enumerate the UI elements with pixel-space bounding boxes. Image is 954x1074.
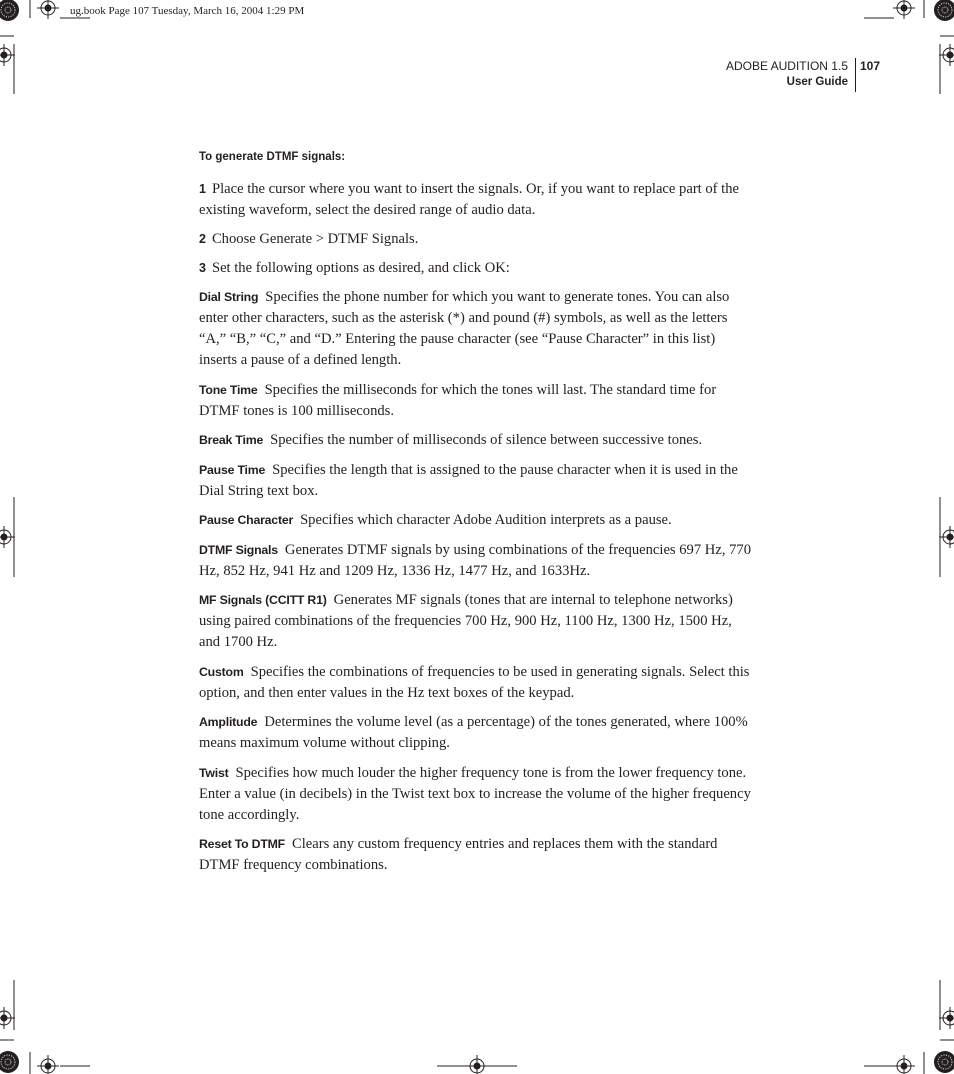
- option-term: Dial String: [199, 290, 259, 304]
- page-number: 107: [860, 59, 881, 73]
- option-definition: [199, 590, 755, 653]
- step-number: 2: [199, 232, 206, 246]
- procedure-step: [199, 179, 755, 221]
- option-definition: [199, 834, 755, 876]
- option-term: Pause Character: [199, 513, 294, 527]
- main-content: [199, 149, 755, 885]
- option-term: DTMF Signals: [199, 542, 278, 557]
- option-description: Specifies how much louder the higher frequency tone is from the lower frequency tone. Enter a value (in decibels) in the Twist text box to increase the volume of the higher frequency tone accordingly.: [199, 764, 751, 823]
- step-text: Choose Generate > DTMF Signals.: [211, 231, 419, 247]
- option-description: Specifies the combinations of frequencies to be used in generating signals. Select this option, and then enter values in the Hz text boxes of the keypad.: [199, 663, 750, 701]
- product-name: ADOBE AUDITION 1.5: [725, 59, 848, 73]
- option-definition: [199, 662, 755, 704]
- option-definition: [199, 380, 755, 422]
- option-description: Specifies which character Adobe Audition interprets as a pause.: [300, 512, 672, 528]
- option-description: Generates MF signals (tones that are internal to telephone networks) using paired combinations of the frequencies 700 Hz, 900 Hz, 1100 Hz, 1300 Hz, 1500 Hz, and 1700 Hz.: [199, 592, 733, 650]
- step-text: Set the following options as desired, and click OK:: [211, 260, 510, 276]
- option-definition: [199, 712, 755, 754]
- option-term: Break Time: [199, 433, 264, 447]
- header-divider: [855, 58, 856, 92]
- procedure-step: [199, 258, 755, 279]
- option-description: Determines the volume level (as a percentage) of the tones generated, where 100% means maximum volume without clipping.: [199, 714, 748, 751]
- option-term: Twist: [199, 765, 229, 780]
- option-term: Custom: [199, 664, 244, 679]
- option-definition: [199, 763, 755, 826]
- option-term: Pause Time: [199, 462, 266, 477]
- procedure-title: To generate DTMF signals:: [199, 151, 346, 163]
- step-number: 3: [199, 261, 206, 275]
- option-term: Tone Time: [199, 382, 258, 397]
- running-header: [726, 58, 848, 90]
- option-description: Specifies the phone number for which you want to generate tones. You can also enter other characters, such as the asterisk (*) and pound (#) symbols, as well as the letters “A,” “B,” “C,” and “D.” Entering the pause character (see “Pause Character” in this list) inserts a pause of a defined length.: [199, 289, 730, 368]
- option-term: Amplitude: [199, 715, 258, 729]
- option-description: Generates DTMF signals by using combinations of the frequencies 697 Hz, 770 Hz, 852 Hz, 941 Hz and 1209 Hz, 1336 Hz, 1477 Hz, and 1633Hz.: [199, 541, 752, 579]
- option-description: Clears any custom frequency entries and replaces them with the standard DTMF frequency combinations.: [199, 836, 718, 873]
- option-definition: [199, 287, 755, 371]
- option-definition: [199, 430, 755, 451]
- option-description: Specifies the number of milliseconds of silence between successive tones.: [270, 432, 703, 448]
- option-term: MF Signals (CCITT R1): [199, 593, 327, 607]
- option-description: Specifies the milliseconds for which the tones will last. The standard time for DTMF tones is 100 milliseconds.: [199, 381, 717, 419]
- option-term: Reset To DTMF: [199, 837, 285, 851]
- option-definition: [199, 510, 755, 531]
- step-text: Place the cursor where you want to insert the signals. Or, if you want to replace part of the existing waveform, select the desired range of audio data.: [199, 181, 740, 218]
- option-definition: [199, 540, 755, 582]
- option-definition: [199, 460, 755, 502]
- procedure-step: [199, 229, 755, 250]
- print-slug-line: ug.book Page 107 Tuesday, March 16, 2004 1:29 PM: [70, 5, 305, 17]
- option-description: Specifies the length that is assigned to the pause character when it is used in the Dial String text box.: [199, 461, 738, 499]
- step-number: 1: [199, 182, 206, 196]
- guide-name: User Guide: [786, 76, 848, 88]
